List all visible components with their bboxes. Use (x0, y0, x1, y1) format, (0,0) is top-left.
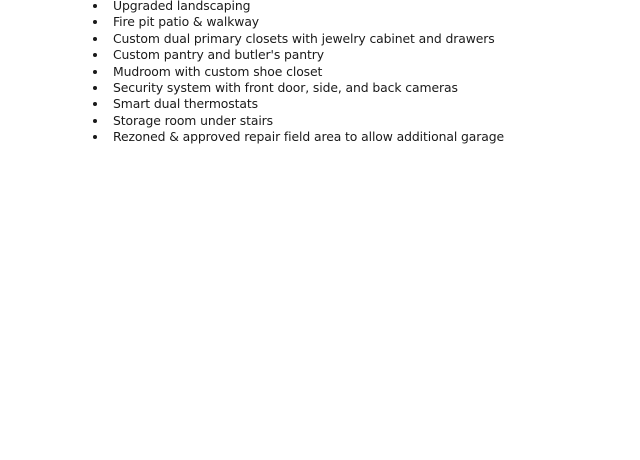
list-item (0, 64, 640, 80)
bullet-icon (93, 70, 97, 74)
list-item-text: Fire pit patio & walkway (113, 14, 260, 30)
list-item (0, 31, 640, 47)
list-item-text: Mudroom with custom shoe closet (113, 63, 323, 79)
bullet-icon (93, 102, 97, 106)
list-item (0, 80, 640, 96)
bullet-icon (93, 86, 97, 90)
list-item (0, 96, 640, 112)
bullet-icon (93, 119, 97, 123)
bullet-icon (93, 37, 97, 41)
list-item-text: Custom pantry and butler's pantry (113, 47, 325, 63)
bullet-icon (93, 53, 97, 57)
feature-list (0, 0, 640, 146)
list-item (0, 47, 640, 63)
list-item-text: Rezoned & approved repair field area to allow additional garage (113, 129, 505, 145)
bullet-icon (93, 4, 97, 8)
list-item-text: Storage room under stairs (113, 112, 274, 128)
bullet-icon (93, 135, 97, 139)
list-item (0, 0, 640, 14)
list-item-text: Smart dual thermostats (113, 96, 258, 112)
list-item (0, 129, 640, 145)
bullet-icon (93, 20, 97, 24)
list-item-text: Security system with front door, side, and back cameras (113, 79, 458, 95)
list-item (0, 14, 640, 30)
list-item (0, 113, 640, 129)
list-item-text: Custom dual primary closets with jewelry cabinet and drawers (113, 30, 495, 46)
list-item-text: Upgraded landscaping (113, 0, 251, 13)
